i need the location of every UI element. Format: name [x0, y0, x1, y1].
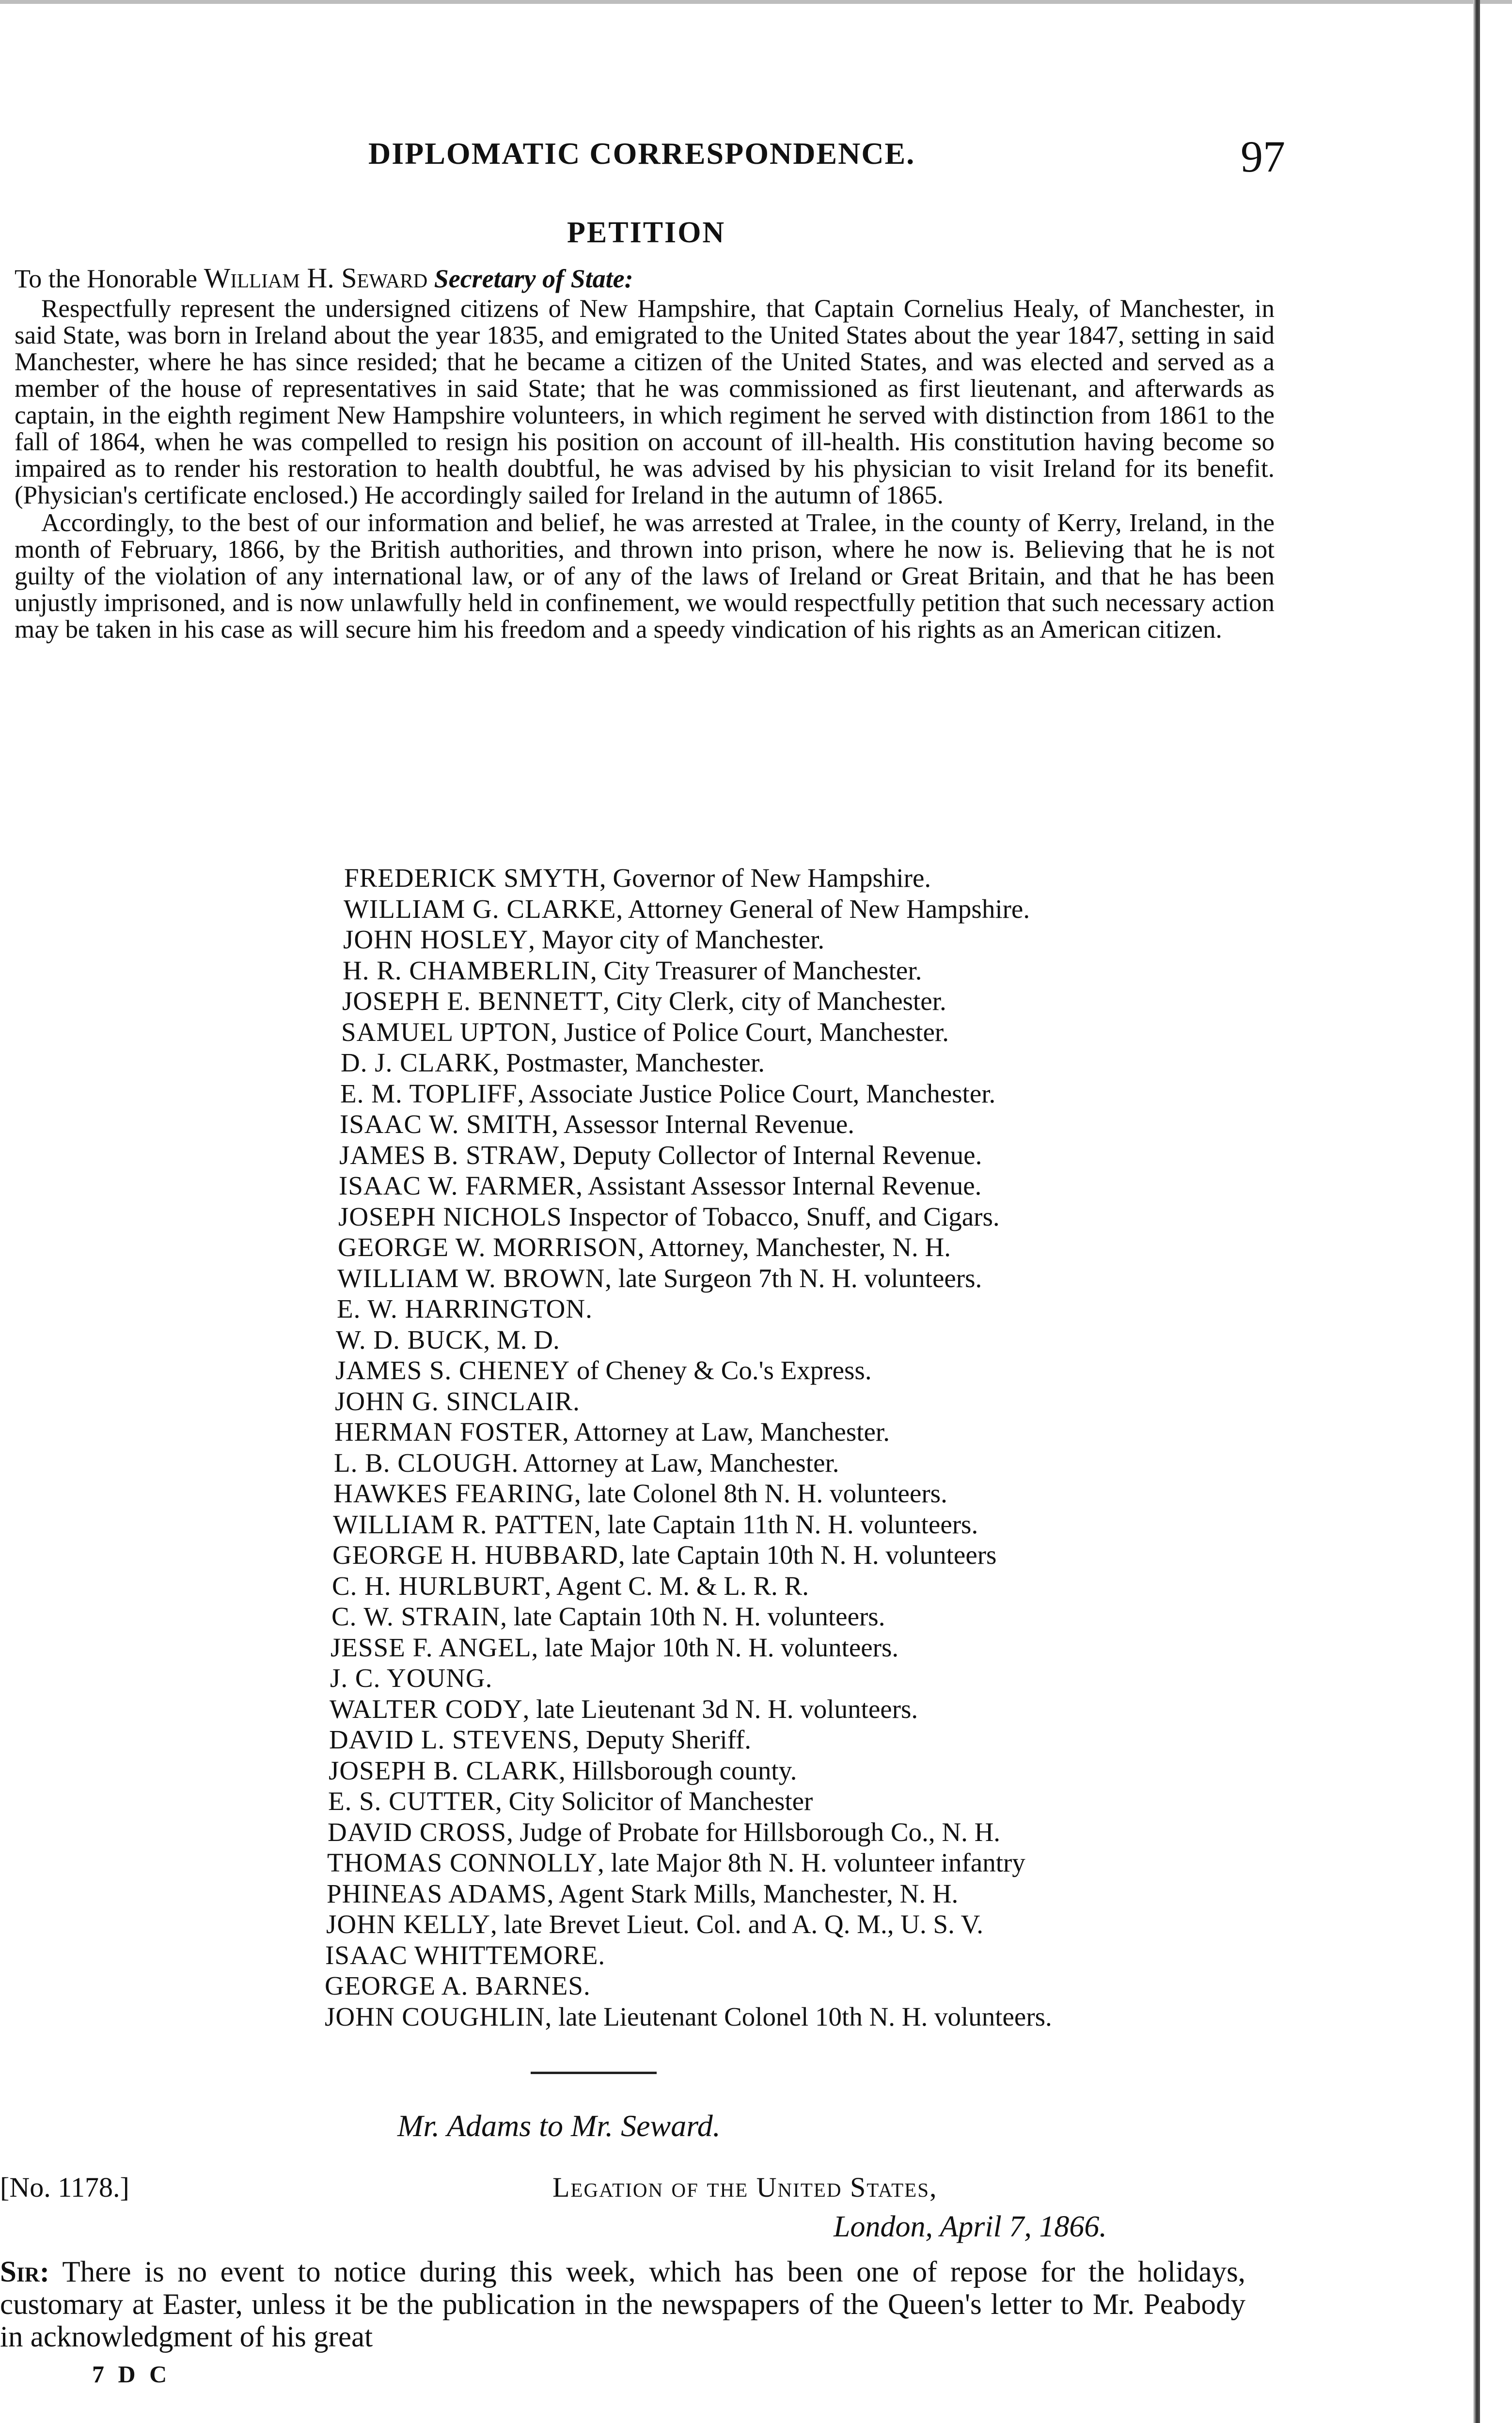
- signatory-name: WILLIAM G. CLARKE: [344, 894, 616, 924]
- signatory-row: [328, 1817, 1052, 1848]
- signatory-name: WILLIAM W. BROWN: [337, 1263, 605, 1293]
- signatory-name: JAMES S. CHENEY: [335, 1355, 570, 1385]
- signatory-name: L. B. CLOUGH: [334, 1448, 512, 1478]
- letter-dateline: London, April 7, 1866.: [834, 2210, 1107, 2243]
- signatory-row: [325, 1940, 1052, 1971]
- letter-heading: Mr. Adams to Mr. Seward.: [397, 2108, 721, 2143]
- signatory-name: JOSEPH B. CLARK: [329, 1755, 559, 1785]
- signatory-role: , late Captain 11th N. H. volunteers.: [594, 1509, 978, 1539]
- signatory-row: [340, 1078, 1052, 1109]
- dispatch-number: [No. 1178.]: [0, 2171, 129, 2203]
- signatory-name: DAVID L. STEVENS: [329, 1725, 573, 1754]
- signatory-list: [325, 863, 1052, 2032]
- signatory-row: [337, 1293, 1052, 1324]
- signatory-role: , late Captain 10th N. H. volunteers: [618, 1540, 997, 1570]
- signatory-role: , Associate Justice Police Court, Manchester.: [517, 1078, 996, 1108]
- section-divider: [531, 2072, 657, 2074]
- salutation-prefix: To the Honorable: [15, 264, 198, 293]
- signatory-name: GEORGE W. MORRISON: [338, 1232, 638, 1262]
- signatory-name: W. D. BUCK: [336, 1324, 484, 1354]
- signatory-role: , Deputy Collector of Internal Revenue.: [559, 1140, 982, 1170]
- signatory-name: J. C. YOUNG.: [330, 1663, 493, 1693]
- signatory-row: [338, 1232, 1052, 1263]
- signatory-role: , M. D.: [483, 1324, 560, 1354]
- signatory-role: , late Surgeon 7th N. H. volunteers.: [605, 1263, 982, 1293]
- signatory-role: , late Colonel 8th N. H. volunteers.: [574, 1479, 947, 1508]
- signatory-row: [329, 1724, 1052, 1755]
- signatory-role: , City Treasurer of Manchester.: [590, 955, 922, 985]
- signatory-role: , Assessor Internal Revenue.: [551, 1109, 854, 1139]
- signature-mark: 7 D C: [92, 2360, 171, 2388]
- signatory-name: FREDERICK SMYTH: [344, 863, 599, 893]
- signatory-name: JOHN HOSLEY: [343, 925, 529, 954]
- signatory-row: [335, 1355, 1052, 1386]
- signatory-row: [338, 1201, 1052, 1232]
- signatory-name: DAVID CROSS: [328, 1817, 507, 1847]
- signatory-row: [341, 1017, 1052, 1048]
- signatory-name: D. J. CLARK: [341, 1048, 493, 1077]
- signatory-name: SAMUEL UPTON: [341, 1017, 551, 1047]
- signatory-row: [344, 894, 1052, 925]
- signatory-name: JAMES B. STRAW: [339, 1140, 560, 1170]
- signatory-row: [334, 1448, 1052, 1479]
- signatory-name: JOSEPH NICHOLS: [338, 1201, 562, 1231]
- signatory-role: , Mayor city of Manchester.: [528, 925, 825, 954]
- signatory-name: GEORGE A. BARNES.: [325, 1971, 591, 2000]
- signatory-name: E. W. HARRINGTON.: [337, 1294, 593, 1323]
- signatory-row: [339, 1170, 1052, 1201]
- signatory-row: [327, 1847, 1052, 1878]
- letter-text: There is no event to notice during this week, which has been one of repose for the holidays, customary at Easter, unless it be the publication in the newspapers of the Queen's letter to Mr. Peabody in acknowledgment of his great: [0, 2256, 1245, 2353]
- signatory-name: WILLIAM R. PATTEN: [333, 1509, 594, 1539]
- signatory-name: JOSEPH E. BENNETT: [342, 986, 603, 1016]
- signatory-name: JOHN G. SINCLAIR.: [335, 1386, 580, 1416]
- signatory-name: HAWKES FEARING: [333, 1479, 574, 1508]
- signatory-role: , Agent Stark Mills, Manchester, N. H.: [547, 1878, 959, 1908]
- signatory-row: [336, 1324, 1052, 1355]
- signatory-name: HERMAN FOSTER: [334, 1417, 562, 1447]
- signatory-name: JESSE F. ANGEL: [331, 1632, 532, 1662]
- signatory-row: [326, 1909, 1052, 1940]
- letter-body: [0, 2256, 1245, 2353]
- signatory-row: [335, 1386, 1052, 1417]
- signatory-row: [332, 1571, 1052, 1602]
- running-title: DIPLOMATIC CORRESPONDENCE.: [368, 136, 915, 171]
- signatory-row: [337, 1263, 1052, 1294]
- signatory-row: [341, 1047, 1052, 1078]
- signatory-name: JOHN COUGHLIN: [325, 2001, 545, 2031]
- signatory-row: [325, 2001, 1052, 2032]
- signatory-role: , late Lieutenant 3d N. H. volunteers.: [522, 1694, 918, 1724]
- legation-line: Legation of the United States,: [552, 2171, 938, 2203]
- petition-paragraph-2: Accordingly, to the best of our information and belief, he was arrested at Tralee, in the county of Kerry, Ireland, in the month of February, 1866, by the British authorities, and thrown into prison, where he now is. Believing that he is not guilty of the violation of any international law, or of any of the laws of Ireland or Great Britain, and that he has been unjustly imprisoned, and is now unlawfully held in confinement, we would respectfully petition that such necessary action may be taken in his case as will secure him his freedom and a speedy vindication of his rights as an American citizen.: [15, 509, 1275, 644]
- signatory-role: of Cheney & Co.'s Express.: [570, 1355, 872, 1385]
- signatory-row: [330, 1663, 1052, 1694]
- signatory-row: [343, 955, 1052, 986]
- signatory-row: [332, 1540, 1052, 1571]
- signatory-role: , Agent C. M. & L. R. R.: [544, 1571, 809, 1601]
- signatory-role: . Attorney at Law, Manchester.: [511, 1448, 839, 1478]
- addressee-title: Secretary of State:: [434, 264, 633, 293]
- signatory-row: [331, 1632, 1052, 1663]
- signatory-row: [325, 1970, 1052, 2001]
- signatory-row: [333, 1509, 1052, 1540]
- signatory-row: [342, 986, 1052, 1017]
- signatory-row: [344, 863, 1052, 894]
- signatory-role: , Assistant Assessor Internal Revenue.: [576, 1171, 982, 1200]
- signatory-name: THOMAS CONNOLLY: [327, 1848, 598, 1877]
- signatory-row: [334, 1416, 1052, 1448]
- signatory-role: , City Clerk, city of Manchester.: [602, 986, 946, 1016]
- petition-salutation: [15, 262, 633, 294]
- signatory-row: [327, 1878, 1052, 1909]
- signatory-name: H. R. CHAMBERLIN: [343, 955, 591, 985]
- signatory-role: , late Major 8th N. H. volunteer infantry: [597, 1848, 1025, 1877]
- signatory-name: C. W. STRAIN: [331, 1602, 501, 1631]
- signatory-role: , Postmaster, Manchester.: [492, 1048, 765, 1077]
- signatory-name: E. S. CUTTER: [328, 1786, 496, 1816]
- signatory-role: , Governor of New Hampshire.: [599, 863, 931, 893]
- signatory-role: , Hillsborough county.: [558, 1755, 797, 1785]
- signatory-row: [333, 1478, 1052, 1509]
- signatory-role: Inspector of Tobacco, Snuff, and Cigars.: [562, 1201, 1000, 1231]
- signatory-row: [331, 1601, 1052, 1632]
- signatory-row: [330, 1694, 1052, 1725]
- signatory-role: , Attorney General of New Hampshire.: [616, 894, 1030, 924]
- signatory-row: [328, 1786, 1052, 1817]
- signatory-row: [343, 924, 1052, 955]
- signatory-name: ISAAC WHITTEMORE.: [325, 1940, 606, 1970]
- signatory-name: WALTER CODY: [330, 1694, 523, 1724]
- signatory-role: , Attorney, Manchester, N. H.: [637, 1232, 951, 1262]
- signatory-role: , late Lieutenant Colonel 10th N. H. volunteers.: [545, 2001, 1052, 2031]
- signatory-role: , City Solicitor of Manchester: [495, 1786, 813, 1816]
- addressee-name: William H. Seward: [204, 262, 428, 294]
- signatory-name: PHINEAS ADAMS: [327, 1878, 547, 1908]
- letter-salutation: Sir:: [0, 2256, 50, 2288]
- signatory-name: JOHN KELLY: [326, 1909, 491, 1939]
- page-number: 97: [1241, 132, 1285, 181]
- petition-body: [15, 296, 1275, 643]
- signatory-role: , Attorney at Law, Manchester.: [562, 1417, 890, 1447]
- signatory-role: , late Brevet Lieut. Col. and A. Q. M., U. S. V.: [490, 1909, 983, 1939]
- page-top-edge: [0, 0, 1512, 4]
- signatory-role: , late Captain 10th N. H. volunteers.: [500, 1602, 885, 1631]
- page-binding-edge: [1473, 0, 1480, 2423]
- signatory-role: , late Major 10th N. H. volunteers.: [531, 1632, 899, 1662]
- signatory-role: , Justice of Police Court, Manchester.: [551, 1017, 949, 1047]
- signatory-name: GEORGE H. HUBBARD: [332, 1540, 618, 1570]
- petition-title: PETITION: [567, 216, 726, 249]
- signatory-role: , Judge of Probate for Hillsborough Co., N. H.: [506, 1817, 1001, 1847]
- signatory-name: ISAAC W. SMITH: [340, 1109, 552, 1139]
- signatory-row: [329, 1755, 1052, 1786]
- signatory-role: , Deputy Sheriff.: [572, 1725, 752, 1754]
- signatory-name: ISAAC W. FARMER: [339, 1171, 576, 1200]
- signatory-name: C. H. HURLBURT: [332, 1571, 545, 1601]
- signatory-name: E. M. TOPLIFF: [340, 1078, 518, 1108]
- petition-paragraph-1: Respectfully represent the undersigned citizens of New Hampshire, that Captain Cornelius Healy, of Manchester, in said State, was born in Ireland about the year 1835, and emigrated to the United States about the year 1847, setting in said Manchester, where he has since resided; that he became a citizen of the United States, and was elected and served as a member of the house of representatives in said State; that he was commissioned as first lieutenant, and afterwards as captain, in the eighth regiment New Hampshire volunteers, in which regiment he served with distinction from 1861 to the fall of 1864, when he was compelled to resign his position on account of ill-health. His constitution having become so impaired as to render his restoration to health doubtful, he was advised by his physician to visit Ireland for its benefit. (Physician's certificate enclosed.) He accordingly sailed for Ireland in the autumn of 1865.: [15, 295, 1275, 509]
- signatory-row: [339, 1140, 1052, 1171]
- signatory-row: [340, 1109, 1052, 1140]
